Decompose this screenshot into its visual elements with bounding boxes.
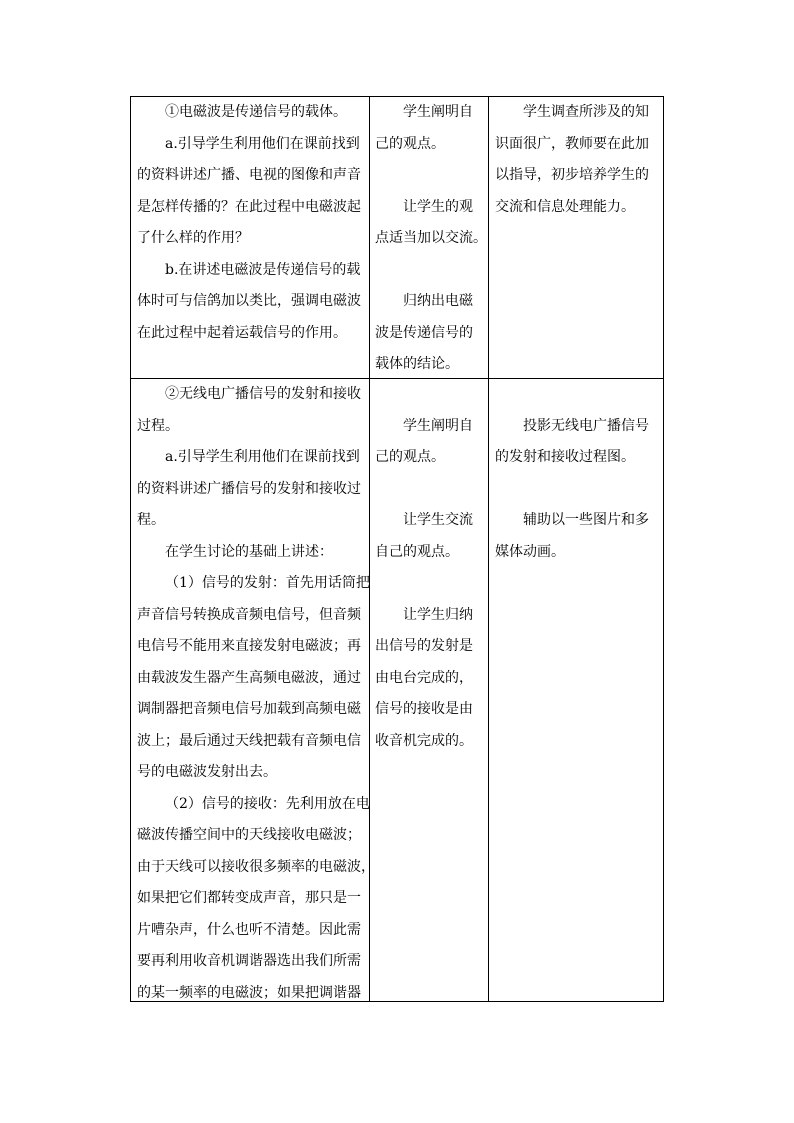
row2-design-notes — [495, 379, 663, 568]
text-line: a.引导学生利用他们在课前找到 — [165, 449, 360, 465]
text-line: 出信号的发射是 — [375, 638, 473, 654]
text-line: 的发射和接收过程图。 — [495, 449, 635, 465]
text-line: 辅助以一些图片和多 — [523, 512, 649, 528]
row1-design-notes — [495, 97, 663, 223]
text-line: 如果把它们都转变成声音，那只是一 — [137, 890, 361, 906]
text-line: 由载波发生器产生高频电磁波，通过 — [137, 669, 361, 686]
text-line: 媒体动画。 — [495, 543, 565, 560]
text-line: 声音信号转换成音频电信号，但音频 — [137, 606, 361, 623]
text-line: 在学生讨论的基础上讲述： — [165, 543, 333, 560]
text-line: 是怎样传播的？在此过程中电磁波起 — [137, 198, 361, 215]
text-line: 信号的接收是由 — [375, 701, 473, 717]
text-line: 要再利用收音机调谐器选出我们所需 — [137, 953, 361, 969]
row2-student-activity — [375, 379, 487, 757]
text-line: 投影无线电广播信号 — [523, 417, 649, 434]
text-line: 片嘈杂声，什么也听不清楚。因此需 — [137, 921, 361, 938]
text-line: 过程。 — [137, 417, 179, 434]
text-line: ②无线电广播信号的发射和接收 — [165, 386, 361, 402]
text-line: 由于天线可以接收很多频率的电磁波， — [137, 858, 375, 875]
text-line: 体时可与信鸽加以类比，强调电磁波 — [137, 293, 361, 309]
row2-teacher-activity — [137, 379, 375, 1009]
text-line: 波上；最后通过天线把载有音频电信 — [137, 732, 361, 749]
text-line: 调制器把音频电信号加载到高频电磁 — [137, 701, 361, 717]
text-line: 让学生归纳 — [403, 606, 473, 623]
text-line: 号的电磁波发射出去。 — [137, 764, 277, 780]
text-line: 程。 — [137, 512, 165, 528]
text-line: 的某一频率的电磁波；如果把调谐器 — [137, 984, 361, 1001]
text-line: 波是传递信号的 — [375, 324, 473, 341]
text-line: 学生调查所涉及的知 — [523, 104, 649, 120]
text-line: 以指导，初步培养学生的 — [495, 167, 649, 183]
text-line: 在此过程中起着运载信号的作用。 — [137, 324, 347, 341]
text-line: 学生阐明自 — [403, 104, 473, 120]
text-line: 载体的结论。 — [375, 356, 459, 372]
text-line: 了什么样的作用？ — [137, 230, 249, 246]
text-line: 电信号不能用来直接发射电磁波；再 — [137, 638, 361, 654]
text-line: 交流和信息处理能力。 — [495, 198, 635, 215]
text-line: 的资料讲述广播信号的发射和接收过 — [137, 480, 361, 497]
text-line: 让学生交流 — [403, 512, 473, 528]
row1-teacher-activity — [137, 97, 367, 349]
text-line: a.引导学生利用他们在课前找到 — [165, 135, 360, 152]
text-line: 自己的观点。 — [375, 543, 459, 560]
text-line: 磁波传播空间中的天线接收电磁波； — [137, 827, 361, 843]
text-line: 由电台完成的， — [375, 669, 473, 686]
text-line: 让学生的观 — [403, 198, 473, 215]
text-line: 己的观点。 — [375, 449, 445, 465]
column-divider — [488, 97, 489, 1001]
lesson-table — [130, 96, 664, 1002]
text-line: 的资料讲述广播、电视的图像和声音 — [137, 167, 361, 183]
row1-student-activity — [375, 97, 487, 381]
text-line: ①电磁波是传递信号的载体。 — [165, 104, 347, 120]
text-line: 归纳出电磁 — [403, 293, 473, 309]
text-line: b.在讲述电磁波是传递信号的载 — [165, 261, 361, 278]
text-line: （1）信号的发射：首先用话筒把 — [165, 575, 370, 591]
text-line: 收音机完成的。 — [375, 732, 473, 749]
text-line: 学生阐明自 — [403, 417, 473, 434]
text-line: （2）信号的接收：先利用放在电 — [165, 795, 370, 812]
text-line: 点适当加以交流。 — [375, 230, 487, 246]
text-line: 识面很广，教师要在此加 — [495, 135, 649, 152]
text-line: 己的观点。 — [375, 135, 445, 152]
